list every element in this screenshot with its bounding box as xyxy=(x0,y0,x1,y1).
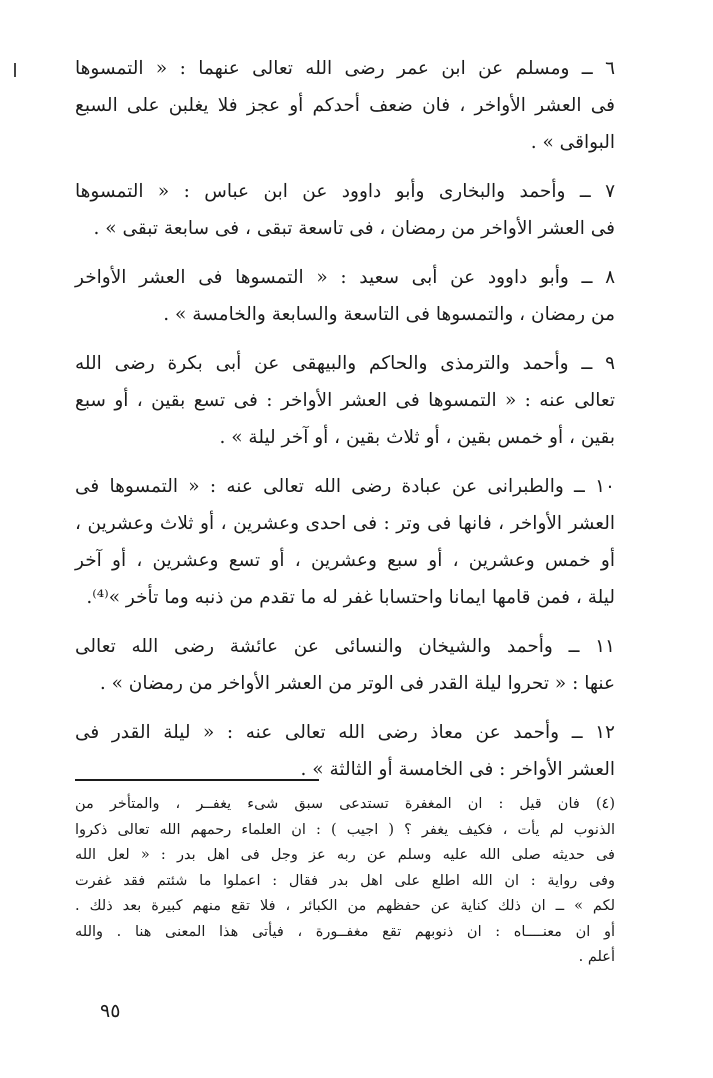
footnote-line: وفى رواية : ان الله اطلع على اهل بدر فقال : اعملوا ما شئتم فقد غفرت xyxy=(75,872,615,889)
footnote xyxy=(75,792,615,971)
footnote-line: (٤) فان قيل : ان المغفرة تستدعى سبق شىء يغفــر ، والمتأخر من xyxy=(75,796,615,812)
text-line: ٩ ــ وأحمد والترمذى والحاكم والبيهقى عن أبى بكرة رضى الله xyxy=(75,353,615,374)
text-line: ٨ ــ وأبو داوود عن أبى سعيد : « التمسوها فى العشر الأواخر xyxy=(75,267,615,288)
hadith-6 xyxy=(75,50,615,161)
text-line: ١٢ ــ وأحمد عن معاذ رضى الله تعالى عنه : « ليلة القدر فى xyxy=(75,722,615,743)
page-number: ٩٥ xyxy=(100,1000,121,1022)
footnote-line: الذنوب لم يأت ، فكيف يغفر ؟ ( اجيب ) : ان العلماء رحمهم الله تعالى ذكروا xyxy=(75,821,615,838)
text-line: ليلة ، فمن قامها ايمانا واحتسابا غفر له ما تقدم من ذنبه وما تأخر »⁽⁴⁾. xyxy=(86,587,615,608)
text-line: ٧ ــ وأحمد والبخارى وأبو داوود عن ابن عباس : « التمسوها xyxy=(75,181,615,202)
footnote-line: أو ان معنــــاه : ان ذنوبهم تقع مغفــورة ، فيأتى هذا المعنى هنا . والله xyxy=(75,923,615,940)
text-line: ١٠ ــ والطبرانى عن عبادة رضى الله تعالى عنه : « التمسوها فى xyxy=(75,476,615,497)
footnote-line: لكم » ــ ان ذلك كناية عن حفظهم من الكبائر ، فلا تقع منهم كبيرة بعد ذلك . xyxy=(75,898,615,914)
text-line: أو خمس وعشرين ، أو سبع وعشرين ، أو تسع وعشرين ، أو آخر xyxy=(75,550,615,571)
footnote-divider xyxy=(75,779,319,781)
text-line: فى العشر الأواخر ، فان ضعف أحدكم أو عجز فلا يغلبن على السبع xyxy=(75,95,615,116)
hadith-8 xyxy=(75,259,615,333)
text-line: ١١ ــ وأحمد والشيخان والنسائى عن عائشة رضى الله تعالى xyxy=(75,636,615,657)
text-line: ٦ ــ ومسلم عن ابن عمر رضى الله تعالى عنهما : « التمسوها xyxy=(75,58,615,79)
text-line: بقين ، أو خمس بقين ، أو ثلاث بقين ، أو آخر ليلة » . xyxy=(219,427,615,448)
margin-mark xyxy=(14,63,16,77)
text-line: البواقى » . xyxy=(530,132,615,153)
footnote-line: أعلم . xyxy=(578,949,615,965)
footnote-line: فى حديثه صلى الله عليه وسلم عن ربه عز وجل فى اهل بدر : « لعل الله xyxy=(75,847,615,863)
hadith-9 xyxy=(75,345,615,456)
hadith-12 xyxy=(75,714,615,788)
text-line: فى العشر الأواخر من رمضان ، فى تاسعة تبقى ، فى سابعة تبقى » . xyxy=(93,218,615,239)
text-line: العشر الأواخر ، فانها فى وتر : فى احدى وعشرين ، أو ثلاث وعشرين ، xyxy=(75,513,615,534)
hadith-10 xyxy=(75,468,615,616)
text-line: العشر الأواخر : فى الخامسة أو الثالثة » . xyxy=(300,759,615,780)
hadith-7 xyxy=(75,173,615,247)
text-line: تعالى عنه : « التمسوها فى العشر الأواخر : فى تسع بقين ، أو سبع xyxy=(75,390,615,411)
text-line: عنها : « تحروا ليلة القدر فى الوتر من العشر الأواخر من رمضان » . xyxy=(99,673,615,694)
main-text xyxy=(75,50,615,800)
text-line: من رمضان ، والتمسوها فى التاسعة والسابعة والخامسة » . xyxy=(163,304,615,325)
hadith-11 xyxy=(75,628,615,702)
